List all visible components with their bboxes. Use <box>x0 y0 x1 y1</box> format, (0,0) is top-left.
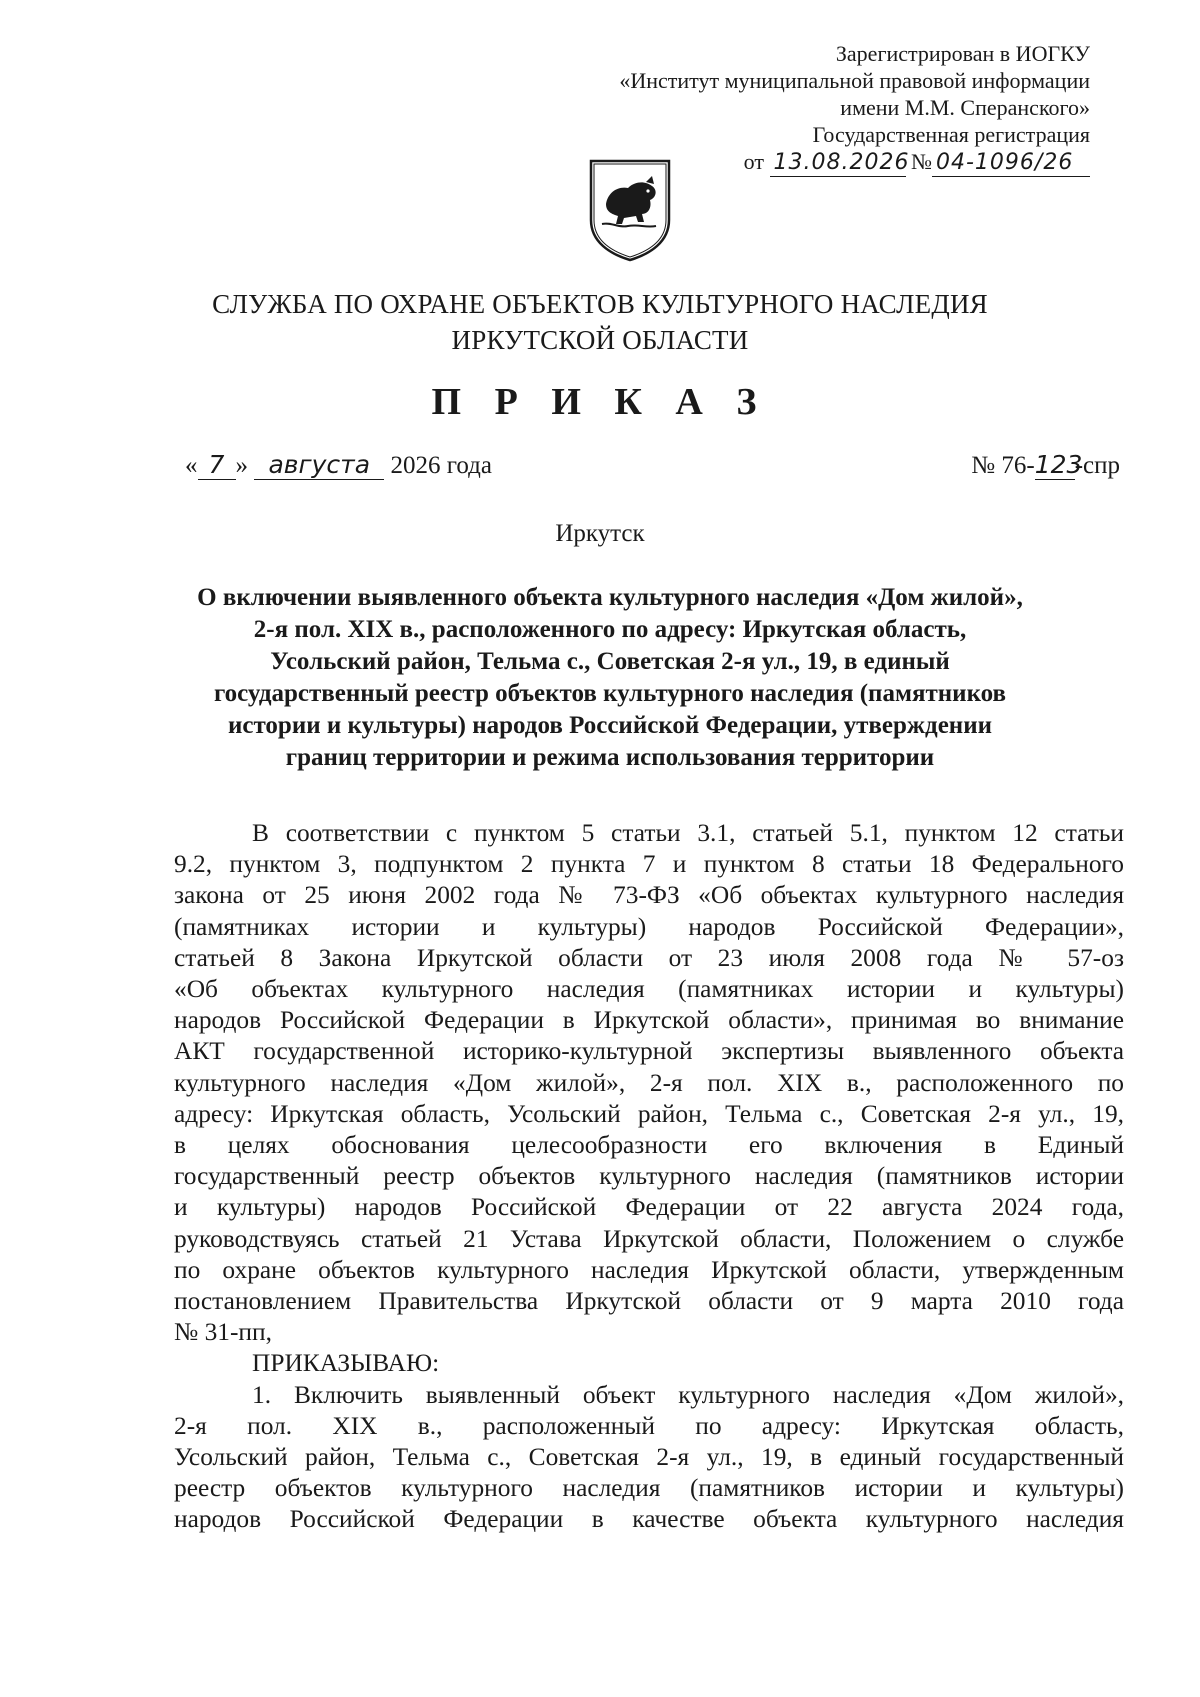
order-number-handwritten: 123 <box>1034 450 1083 479</box>
body-line: в целях обоснования целесообразности его включения в Единый <box>174 1131 1124 1160</box>
registration-date: 13.08.2026 <box>770 149 906 177</box>
registration-from-label: от <box>743 149 764 174</box>
order-subject <box>150 582 1070 774</box>
order-number-prefix: № 76- <box>971 452 1035 479</box>
city-name: Иркутск <box>555 520 645 547</box>
body-line: 2-я пол. XIX в., расположенный по адресу: Иркутская область, <box>174 1411 1124 1440</box>
body-line: государственный реестр объектов культурного наследия (памятников истории <box>174 1162 1124 1191</box>
body-line: 9.2, пунктом 3, подпунктом 2 пункта 7 и пунктом 8 статьи 18 Федерального <box>174 850 1124 879</box>
irkutsk-coat-of-arms-icon <box>588 158 672 262</box>
subject-line: 2-я пол. XIX в., расположенного по адресу: Иркутская область, <box>253 616 967 643</box>
order-body <box>174 818 1124 1536</box>
body-line: закона от 25 июня 2002 года № 73-ФЗ «Об объектах культурного наследия <box>174 881 1124 910</box>
date-close-quote: » <box>235 452 248 479</box>
body-line: В соответствии с пунктом 5 статьи 3.1, статьей 5.1, пунктом 12 статьи <box>252 819 1124 847</box>
body-line: адресу: Иркутская область, Усольский район, Тельма с., Советская 2-я ул., 19, <box>174 1099 1124 1128</box>
date-open-quote: « <box>185 452 198 479</box>
body-line: Усольский район, Тельма с., Советская 2-я ул., 19, в единый государственный <box>174 1443 1124 1472</box>
subject-line: границ территории и режима использования территории <box>285 744 935 771</box>
body-line: «Об объектах культурного наследия (памятниках истории и культуры) <box>174 975 1124 1004</box>
date-day: 7 <box>198 450 236 480</box>
organization-name <box>0 286 1200 358</box>
order-number-suffix: -спр <box>1074 452 1120 479</box>
registration-stamp <box>530 40 1090 177</box>
organization-line-2: ИРКУТСКОЙ ОБЛАСТИ <box>451 325 749 355</box>
body-line: народов Российской Федерации в качестве объекта культурного наследия <box>174 1505 1124 1534</box>
date-month: августа <box>254 450 384 480</box>
organization-line-1: СЛУЖБА ПО ОХРАНЕ ОБЪЕКТОВ КУЛЬТУРНОГО НАСЛЕДИЯ <box>212 289 988 319</box>
registration-line-4: Государственная регистрация <box>812 122 1090 147</box>
body-line: АКТ государственной историко-культурной экспертизы выявленного объекта <box>174 1037 1124 1066</box>
subject-line: государственный реестр объектов культурного наследия (памятников <box>213 680 1007 707</box>
body-line: реестр объектов культурного наследия (памятников истории и культуры) <box>174 1474 1124 1503</box>
subject-line: истории и культуры) народов Российской Федерации, утверждении <box>227 712 993 739</box>
order-directive: ПРИКАЗЫВАЮ: <box>252 1349 440 1378</box>
body-line: 1. Включить выявленный объект культурного наследия «Дом жилой», <box>252 1380 1124 1409</box>
body-line: культурного наследия «Дом жилой», 2-я пол. XIX в., расположенного по <box>174 1068 1124 1097</box>
body-line: постановлением Правительства Иркутской области от 9 марта 2010 года <box>174 1287 1124 1316</box>
document-type-title: П Р И К А З <box>431 381 769 423</box>
subject-line: Усольский район, Тельма с., Советская 2-я ул., 19, в единый <box>270 648 950 675</box>
registration-number: 04-1096/26 <box>932 149 1090 177</box>
registration-number-label: № <box>911 149 932 174</box>
registration-line-1: Зарегистрирован в ИОГКУ <box>835 41 1090 66</box>
body-line: статьей 8 Закона Иркутской области от 23 июля 2008 года № 57-оз <box>174 943 1124 972</box>
body-line: по охране объектов культурного наследия Иркутской области, утвержденным <box>174 1255 1124 1284</box>
order-date <box>185 450 492 480</box>
body-line: руководствуясь статьей 21 Устава Иркутской области, Положением о службе <box>174 1224 1124 1253</box>
body-line: народов Российской Федерации в Иркутской области», принимая во внимание <box>174 1006 1124 1035</box>
body-line: и культуры) народов Российской Федерации от 22 августа 2024 года, <box>174 1193 1124 1222</box>
order-number <box>971 450 1120 480</box>
subject-line: О включении выявленного объекта культурного наследия «Дом жилой», <box>197 584 1023 611</box>
registration-line-2: «Институт муниципальной правовой информации <box>619 68 1090 93</box>
body-line: (памятниках истории и культуры) народов Российской Федерации», <box>174 912 1124 941</box>
date-year: 2026 года <box>390 452 492 479</box>
registration-line-3: имени М.М. Сперанского» <box>840 95 1090 120</box>
body-line: № 31-пп, <box>174 1318 272 1347</box>
